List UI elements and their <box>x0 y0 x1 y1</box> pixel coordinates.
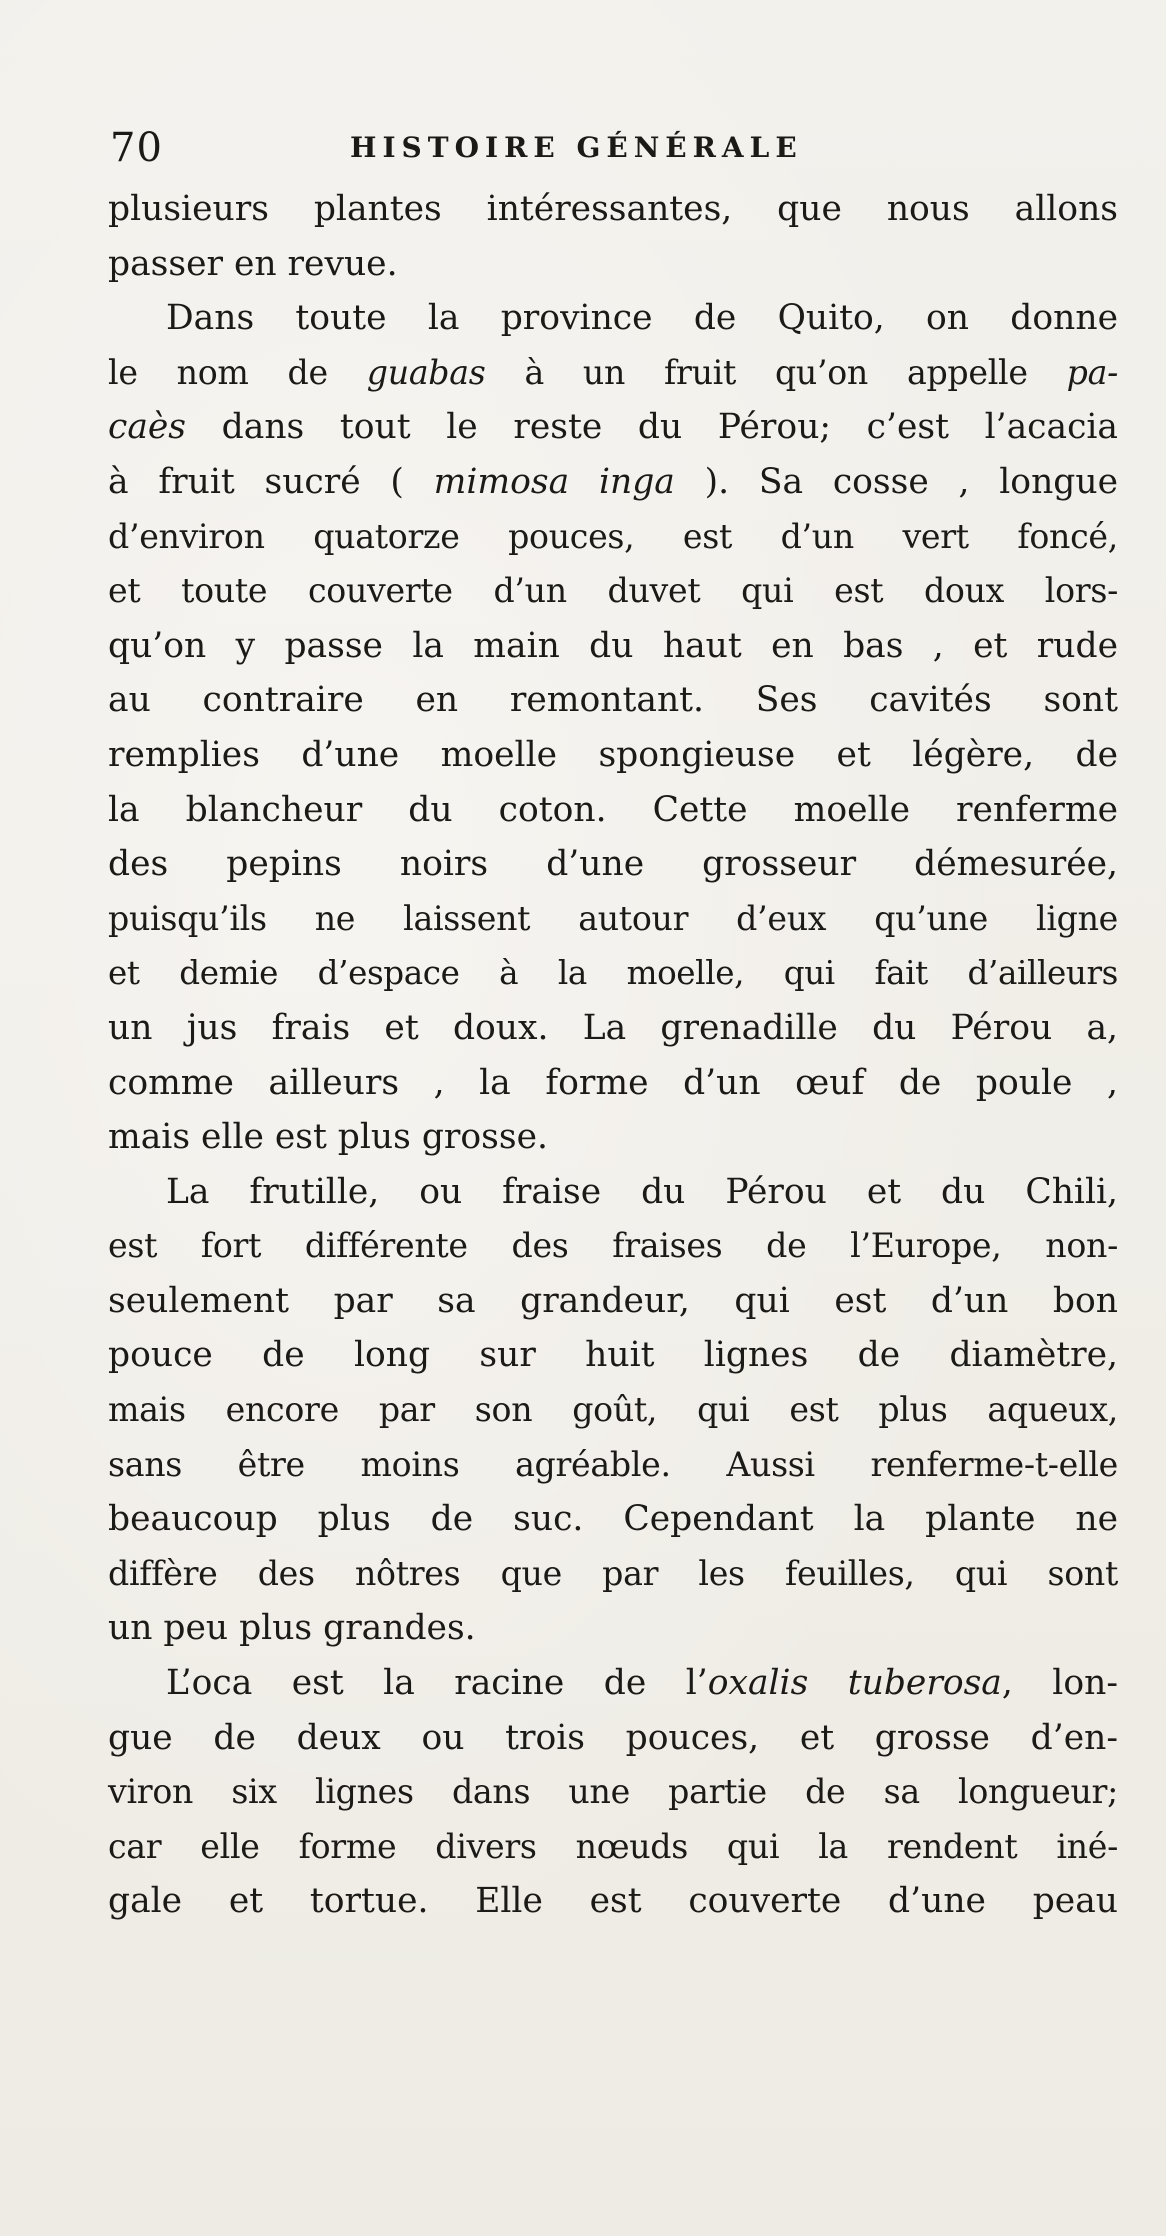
text-line: mais elle est plus grosse. <box>108 1117 548 1158</box>
text-line: seulement par sa grandeur, qui est d’un bon <box>108 1280 1118 1321</box>
italic-term: guabas <box>366 352 486 392</box>
text-line: sans être moins agréable. Aussi renferme-t-elle <box>108 1444 1118 1484</box>
text-line: qu’on y passe la main du haut en bas , et rude <box>108 625 1118 666</box>
text-line: plusieurs plantes intéressantes, que nous allons <box>108 189 1118 229</box>
text-line: à fruit sucré ( mimosa inga ). Sa cosse , longue <box>108 461 1119 502</box>
text-line: et demie d’espace à la moelle, qui fait d’ailleurs <box>108 954 1118 993</box>
italic-term: mimosa inga <box>433 461 675 502</box>
italic-term: oxalis tuberosa <box>707 1663 1002 1704</box>
text-line: le nom de guabas à un fruit qu’on appelle pa- <box>108 352 1118 392</box>
text-line: caès dans tout le reste du Pérou; c’est l’acacia <box>108 407 1118 448</box>
text-line: Dans toute la province de Quito, on donne <box>166 298 1118 339</box>
page-number: 70 <box>110 125 163 171</box>
text-line: la blancheur du coton. Cette moelle renferme <box>108 789 1118 830</box>
text-line: des pepins noirs d’une grosseur démesurée, <box>108 844 1118 885</box>
text-line: diffère des nôtres que par les feuilles, qui sont <box>108 1553 1118 1593</box>
text-line: L’oca est la racine de l’oxalis tuberosa, lon- <box>166 1663 1118 1704</box>
text-line: viron six lignes dans une partie de sa longueur; <box>108 1772 1118 1812</box>
text-line: gue de deux ou trois pouces, et grosse d’en- <box>108 1717 1118 1758</box>
text-line: un peu plus grandes. <box>108 1608 476 1649</box>
text-line: est fort différente des fraises de l’Europe, non- <box>108 1226 1118 1266</box>
text-line: remplies d’une moelle spongieuse et légère, de <box>108 734 1118 775</box>
italic-term: pa- <box>1066 352 1118 392</box>
text-line: pouce de long sur huit lignes de diamètre, <box>108 1335 1118 1376</box>
text-line: gale et tortue. Elle est couverte d’une peau <box>108 1881 1118 1922</box>
text-line: un jus frais et doux. La grenadille du Pérou a, <box>108 1007 1118 1048</box>
text-line: et toute couverte d’un duvet qui est doux lors- <box>108 571 1118 611</box>
text-line: puisqu’ils ne laissent autour d’eux qu’une ligne <box>108 898 1118 938</box>
body-text <box>108 182 1118 1929</box>
running-head: HISTOIRE GÉNÉRALE <box>350 131 803 164</box>
italic-term: caès <box>108 407 187 448</box>
page-header <box>110 118 880 178</box>
text-line: car elle forme divers nœuds qui la rendent iné- <box>108 1826 1118 1866</box>
text-line: mais encore par son goût, qui est plus aqueux, <box>108 1390 1118 1430</box>
text-line: passer en revue. <box>108 243 398 284</box>
text-line: au contraire en remontant. Ses cavités sont <box>108 680 1118 721</box>
text-line: d’environ quatorze pouces, est d’un vert foncé, <box>108 516 1118 556</box>
text-line: comme ailleurs , la forme d’un œuf de poule , <box>108 1062 1118 1103</box>
text-line: La frutille, ou fraise du Pérou et du Chili, <box>166 1171 1118 1212</box>
text-line: beaucoup plus de suc. Cependant la plante ne <box>108 1499 1118 1540</box>
